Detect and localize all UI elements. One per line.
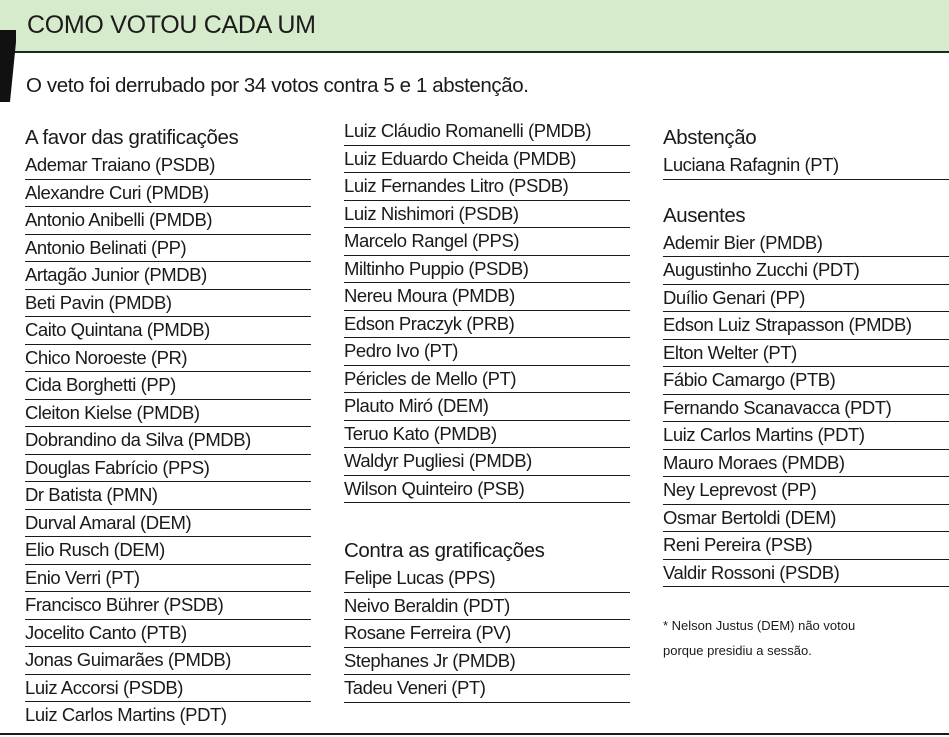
list-item: Rosane Ferreira (PV) bbox=[344, 620, 630, 648]
list-item: Elio Rusch (DEM) bbox=[25, 537, 311, 565]
list-item: Luiz Fernandes Litro (PSDB) bbox=[344, 173, 630, 201]
list-item: Douglas Fabrício (PPS) bbox=[25, 455, 311, 483]
list-item: Ney Leprevost (PP) bbox=[663, 477, 949, 505]
list-item: Durval Amaral (DEM) bbox=[25, 510, 311, 538]
list-item: Plauto Miró (DEM) bbox=[344, 393, 630, 421]
list-item: Péricles de Mello (PT) bbox=[344, 366, 630, 394]
list-item: Ademir Bier (PMDB) bbox=[663, 230, 949, 258]
list-item: Pedro Ivo (PT) bbox=[344, 338, 630, 366]
list-item: Reni Pereira (PSB) bbox=[663, 532, 949, 560]
page-title: COMO VOTOU CADA UM bbox=[27, 11, 316, 39]
section-title-abstencao: Abstenção bbox=[663, 126, 757, 149]
footnote-line-1: * Nelson Justus (DEM) não votou bbox=[663, 618, 856, 633]
spacer bbox=[344, 503, 630, 537]
list-item: Elton Welter (PT) bbox=[663, 340, 949, 368]
list-item: Edson Luiz Strapasson (PMDB) bbox=[663, 312, 949, 340]
list-item: Marcelo Rangel (PPS) bbox=[344, 228, 630, 256]
column-favor bbox=[25, 124, 311, 729]
list-item: Valdir Rossoni (PSDB) bbox=[663, 560, 949, 588]
list-item: Felipe Lucas (PPS) bbox=[344, 565, 630, 593]
list-item: Neivo Beraldin (PDT) bbox=[344, 593, 630, 621]
list-item: Cleiton Kielse (PMDB) bbox=[25, 400, 311, 428]
section-title-favor: A favor das gratificações bbox=[25, 126, 239, 149]
list-item: Antonio Anibelli (PMDB) bbox=[25, 207, 311, 235]
list-item: Chico Noroeste (PR) bbox=[25, 345, 311, 373]
header-band bbox=[0, 0, 949, 53]
list-item: Fábio Camargo (PTB) bbox=[663, 367, 949, 395]
list-item: Francisco Bührer (PSDB) bbox=[25, 592, 311, 620]
section-title-contra: Contra as gratificações bbox=[344, 539, 545, 562]
list-item: Jonas Guimarães (PMDB) bbox=[25, 647, 311, 675]
list-item: Caito Quintana (PMDB) bbox=[25, 317, 311, 345]
column-abstention-absent bbox=[663, 124, 949, 663]
column-favor-continued bbox=[344, 118, 630, 703]
list-item: Teruo Kato (PMDB) bbox=[344, 421, 630, 449]
list-item: Edson Praczyk (PRB) bbox=[344, 311, 630, 339]
list-item: Dobrandino da Silva (PMDB) bbox=[25, 427, 311, 455]
list-item: Miltinho Puppio (PSDB) bbox=[344, 256, 630, 284]
list-item: Enio Verri (PT) bbox=[25, 565, 311, 593]
list-item: Artagão Junior (PMDB) bbox=[25, 262, 311, 290]
vote-summary: O veto foi derrubado por 34 votos contra 5 e 1 abstenção. bbox=[26, 74, 529, 97]
list-item: Alexandre Curi (PMDB) bbox=[25, 180, 311, 208]
list-item: Luiz Carlos Martins (PDT) bbox=[663, 422, 949, 450]
list-item: Luiz Nishimori (PSDB) bbox=[344, 201, 630, 229]
list-item: Dr Batista (PMN) bbox=[25, 482, 311, 510]
list-item: Wilson Quinteiro (PSB) bbox=[344, 476, 630, 504]
list-item: Stephanes Jr (PMDB) bbox=[344, 648, 630, 676]
spacer bbox=[663, 180, 949, 202]
list-item: Waldyr Pugliesi (PMDB) bbox=[344, 448, 630, 476]
list-item: Antonio Belinati (PP) bbox=[25, 235, 311, 263]
section-title-ausentes: Ausentes bbox=[663, 203, 746, 227]
list-item: Luciana Rafagnin (PT) bbox=[663, 152, 949, 180]
list-item: Fernando Scanavacca (PDT) bbox=[663, 395, 949, 423]
list-item: Luiz Cláudio Romanelli (PMDB) bbox=[344, 118, 630, 146]
list-item: Jocelito Canto (PTB) bbox=[25, 620, 311, 648]
list-item: Mauro Moraes (PMDB) bbox=[663, 450, 949, 478]
list-item: Luiz Carlos Martins (PDT) bbox=[25, 704, 227, 725]
list-item: Luiz Eduardo Cheida (PMDB) bbox=[344, 146, 630, 174]
list-item: Beti Pavin (PMDB) bbox=[25, 290, 311, 318]
list-item: Ademar Traiano (PSDB) bbox=[25, 152, 311, 180]
list-item: Tadeu Veneri (PT) bbox=[344, 675, 630, 703]
list-item: Osmar Bertoldi (DEM) bbox=[663, 505, 949, 533]
bottom-divider bbox=[0, 733, 949, 735]
list-item: Augustinho Zucchi (PDT) bbox=[663, 257, 949, 285]
list-item: Luiz Accorsi (PSDB) bbox=[25, 675, 311, 703]
list-item: Duílio Genari (PP) bbox=[663, 285, 949, 313]
cropped-letter-graphic bbox=[0, 30, 16, 102]
footnote bbox=[663, 613, 949, 663]
list-item: Cida Borghetti (PP) bbox=[25, 372, 311, 400]
footnote-line-2: porque presidiu a sessão. bbox=[663, 643, 812, 658]
list-item: Nereu Moura (PMDB) bbox=[344, 283, 630, 311]
